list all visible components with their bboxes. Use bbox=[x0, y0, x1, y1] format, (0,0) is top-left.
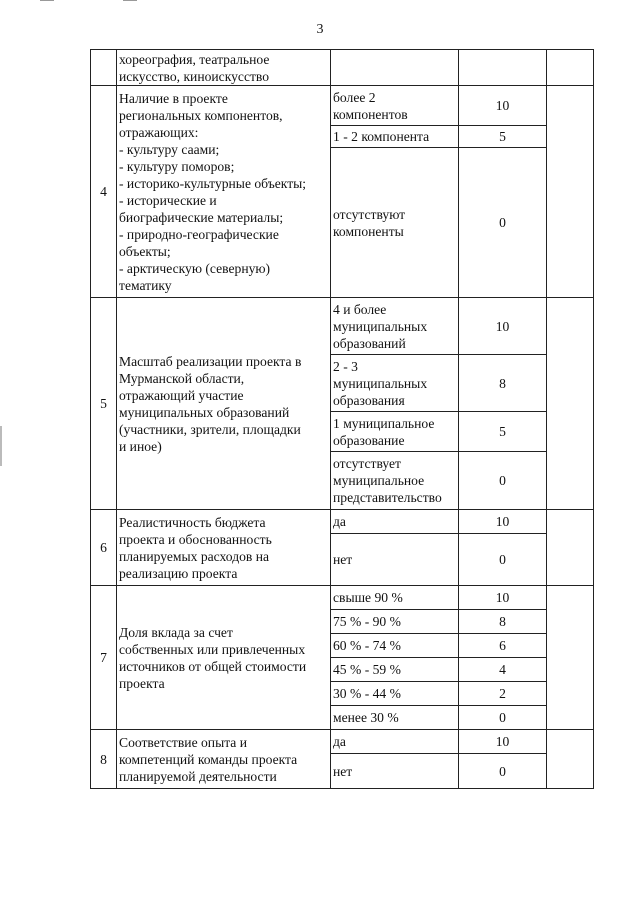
option-cell: да bbox=[331, 510, 459, 534]
extra-cell bbox=[547, 586, 594, 730]
table-row-7 bbox=[91, 586, 594, 610]
score-cell: 5 bbox=[459, 412, 547, 452]
score-cell: 8 bbox=[459, 355, 547, 412]
score-cell: 0 bbox=[459, 754, 547, 789]
option-cell bbox=[331, 50, 459, 86]
criterion-number: 7 bbox=[91, 586, 117, 730]
score-cell bbox=[459, 50, 547, 86]
table-row-8 bbox=[91, 730, 594, 754]
option-cell: 60 % - 74 % bbox=[331, 634, 459, 658]
criterion-cell: Масштаб реализации проекта в Мурманской области, отражающий участие муниципальных образований (участники, зрители, площадки и иное) bbox=[117, 298, 331, 510]
scan-mark-top-right bbox=[123, 0, 137, 1]
score-cell: 4 bbox=[459, 658, 547, 682]
table-row-4 bbox=[91, 86, 594, 126]
extra-cell bbox=[547, 298, 594, 510]
score-cell: 6 bbox=[459, 634, 547, 658]
table-row-6 bbox=[91, 510, 594, 534]
score-cell: 10 bbox=[459, 510, 547, 534]
score-cell: 10 bbox=[459, 298, 547, 355]
extra-cell bbox=[547, 510, 594, 586]
score-cell: 10 bbox=[459, 730, 547, 754]
option-cell: да bbox=[331, 730, 459, 754]
score-cell: 8 bbox=[459, 610, 547, 634]
criterion-cell: Доля вклада за счет собственных или привлеченных источников от общей стоимости проекта bbox=[117, 586, 331, 730]
option-cell: свыше 90 % bbox=[331, 586, 459, 610]
criterion-number: 8 bbox=[91, 730, 117, 789]
option-cell: отсутствуют компоненты bbox=[331, 148, 459, 298]
score-cell: 10 bbox=[459, 86, 547, 126]
score-cell: 10 bbox=[459, 586, 547, 610]
criterion-number: 4 bbox=[91, 86, 117, 298]
score-cell: 0 bbox=[459, 452, 547, 510]
option-cell: 1 муниципальное образование bbox=[331, 412, 459, 452]
option-cell: 2 - 3 муниципальных образования bbox=[331, 355, 459, 412]
number-cell bbox=[91, 50, 117, 86]
score-cell: 2 bbox=[459, 682, 547, 706]
criterion-cell: Наличие в проекте региональных компонентов, отражающих: - культуру саами; - культуру поморов; - историко-культурные объекты; - исторические и биографические материалы; - природно-географические объекты; - арктическую (северную) тематику bbox=[117, 86, 331, 298]
option-cell: 1 - 2 компонента bbox=[331, 126, 459, 148]
option-cell: менее 30 % bbox=[331, 706, 459, 730]
criterion-cell: Реалистичность бюджета проекта и обоснованность планируемых расходов на реализацию проекта bbox=[117, 510, 331, 586]
extra-cell bbox=[547, 50, 594, 86]
option-cell: 30 % - 44 % bbox=[331, 682, 459, 706]
score-cell: 0 bbox=[459, 706, 547, 730]
criterion-cell: Соответствие опыта и компетенций команды проекта планируемой деятельности bbox=[117, 730, 331, 789]
option-cell: 75 % - 90 % bbox=[331, 610, 459, 634]
option-cell: 4 и более муниципальных образований bbox=[331, 298, 459, 355]
score-cell: 5 bbox=[459, 126, 547, 148]
score-cell: 0 bbox=[459, 534, 547, 586]
scan-margin-mark bbox=[0, 426, 2, 466]
scan-mark-top-left bbox=[40, 0, 54, 1]
option-cell: нет bbox=[331, 534, 459, 586]
criterion-cell: хореография, театральное искусство, киноискусство bbox=[117, 50, 331, 86]
table-row-5 bbox=[91, 298, 594, 355]
option-cell: более 2 компонентов bbox=[331, 86, 459, 126]
criteria-table bbox=[90, 49, 594, 789]
criterion-number: 5 bbox=[91, 298, 117, 510]
option-cell: 45 % - 59 % bbox=[331, 658, 459, 682]
extra-cell bbox=[547, 730, 594, 789]
extra-cell bbox=[547, 86, 594, 298]
criterion-number: 6 bbox=[91, 510, 117, 586]
score-cell: 0 bbox=[459, 148, 547, 298]
option-cell: нет bbox=[331, 754, 459, 789]
page-number: 3 bbox=[316, 22, 324, 37]
table-row-continuation bbox=[91, 50, 594, 86]
option-cell: отсутствует муниципальное представительство bbox=[331, 452, 459, 510]
